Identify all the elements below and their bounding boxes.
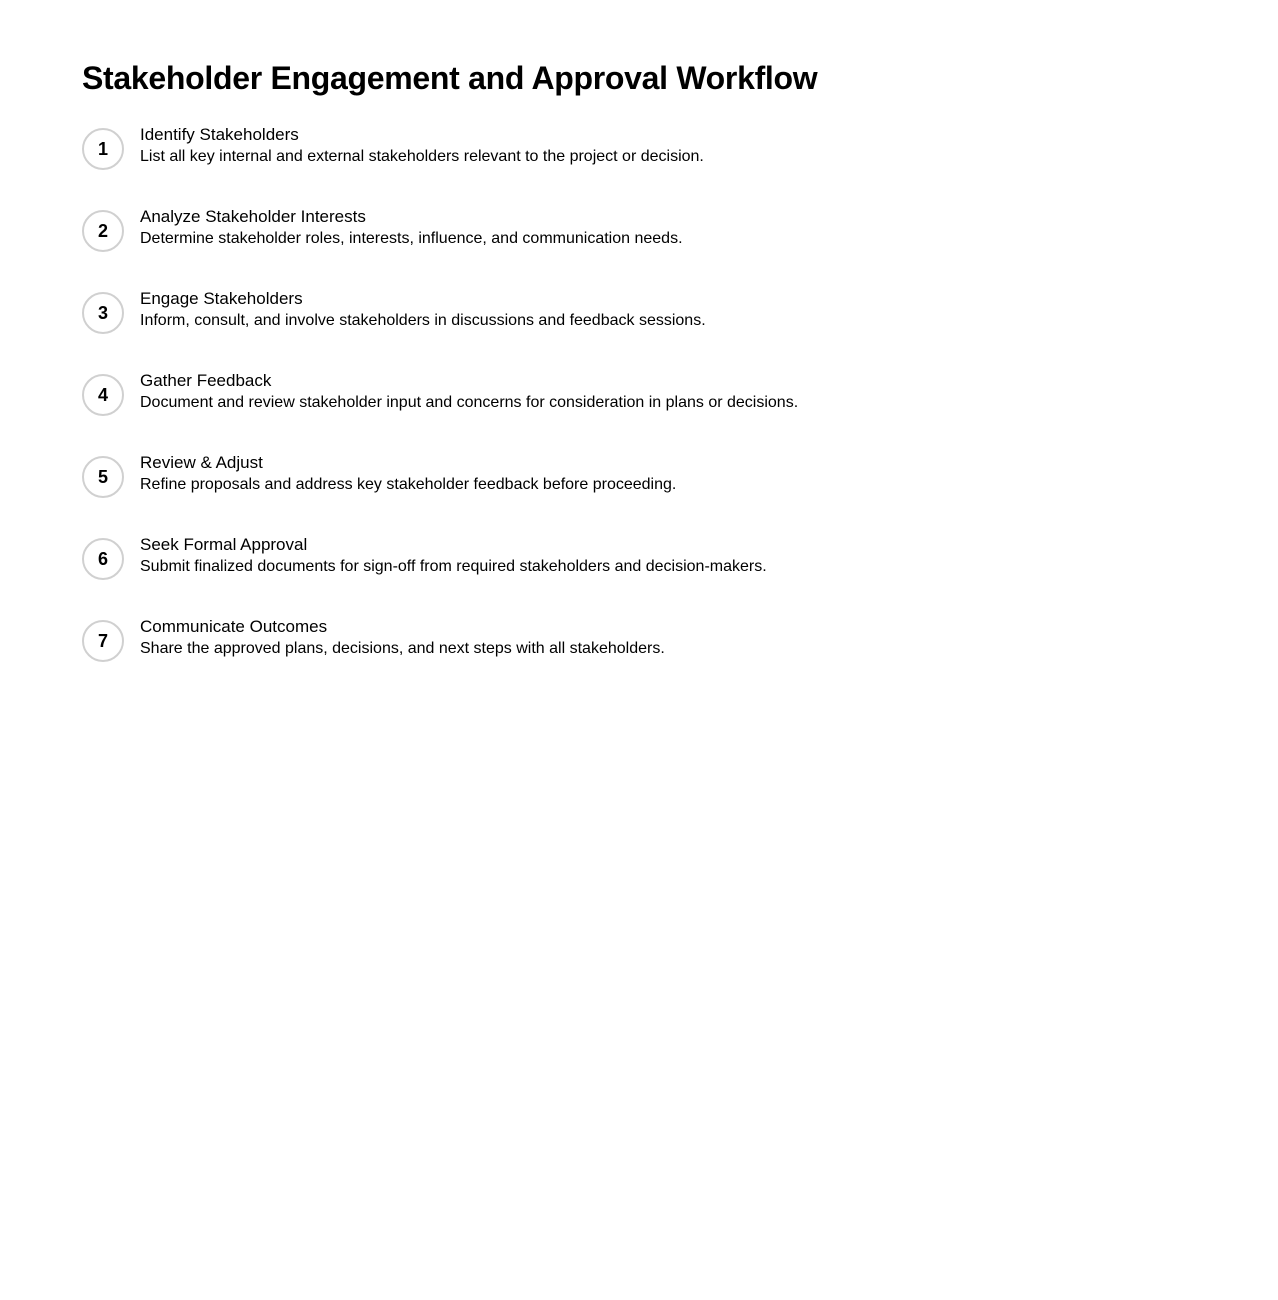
step-list [82,125,1278,702]
page-title: Stakeholder Engagement and Approval Workflow [82,60,818,96]
step-title: Review & Adjust [140,453,263,472]
step-description: Submit finalized documents for sign-off from required stakeholders and decision-makers. [140,558,767,575]
step-item [82,289,1278,374]
step-title: Seek Formal Approval [140,535,308,554]
step-description: Share the approved plans, decisions, and next steps with all stakeholders. [140,640,665,657]
step-item [82,617,1278,702]
step-description: Inform, consult, and involve stakeholders in discussions and feedback sessions. [140,312,706,329]
step-item [82,207,1278,292]
step-title: Gather Feedback [140,371,272,390]
step-number-badge: 4 [82,374,124,416]
step-number-badge: 6 [82,538,124,580]
step-number-badge: 7 [82,620,124,662]
step-title: Analyze Stakeholder Interests [140,207,366,226]
step-item [82,125,1278,210]
step-item [82,371,1278,456]
step-description: Refine proposals and address key stakeholder feedback before proceeding. [140,476,677,493]
step-description: Determine stakeholder roles, interests, influence, and communication needs. [140,230,683,247]
step-title: Communicate Outcomes [140,617,328,636]
step-description: Document and review stakeholder input and concerns for consideration in plans or decisions. [140,394,799,411]
step-number-badge: 3 [82,292,124,334]
step-description: List all key internal and external stakeholders relevant to the project or decision. [140,148,704,165]
step-title: Identify Stakeholders [140,125,299,144]
step-item [82,535,1278,620]
step-title: Engage Stakeholders [140,289,303,308]
step-number-badge: 2 [82,210,124,252]
step-item [82,453,1278,538]
step-number-badge: 1 [82,128,124,170]
step-number-badge: 5 [82,456,124,498]
